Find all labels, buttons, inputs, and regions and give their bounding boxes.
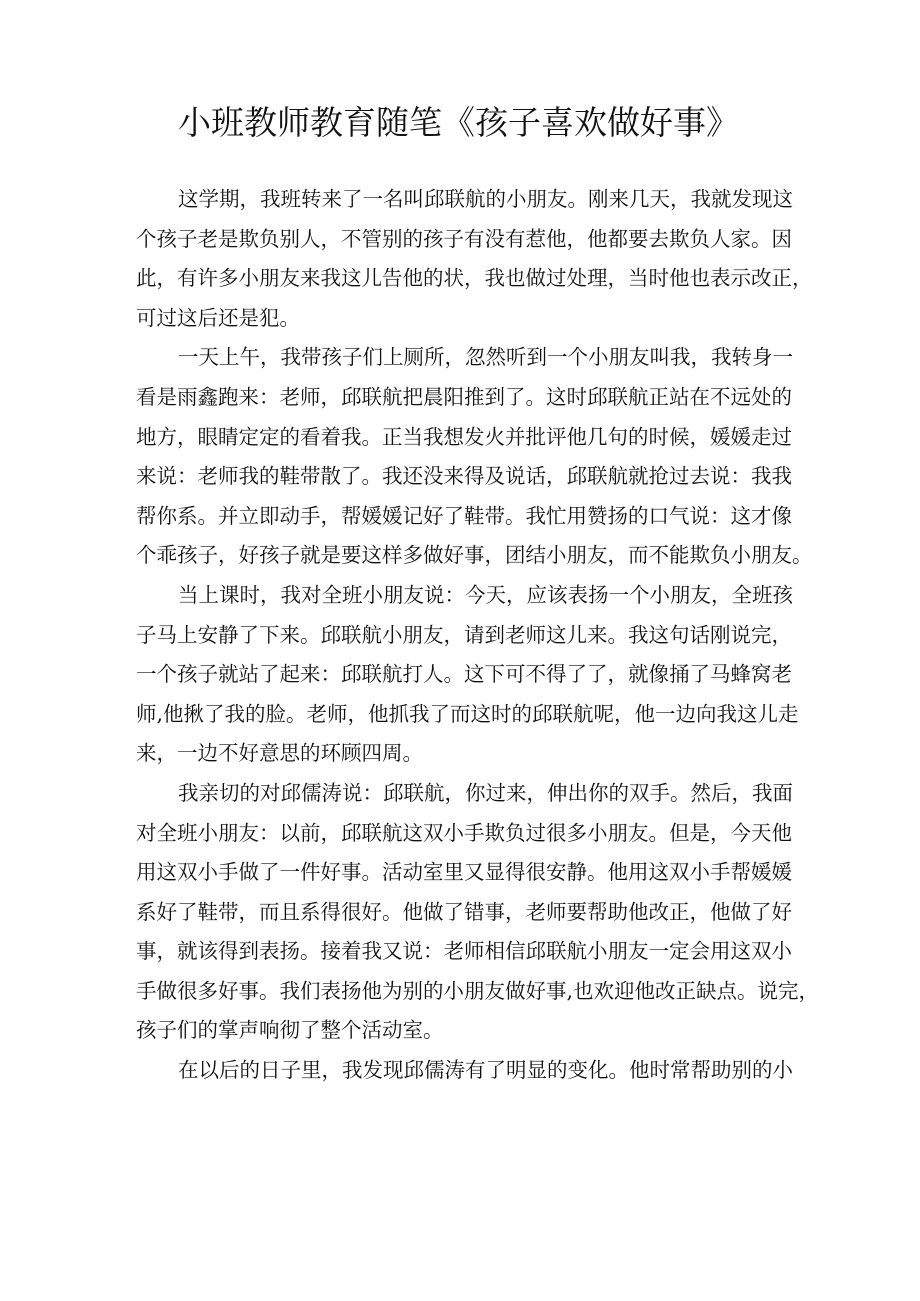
document-body xyxy=(136,180,820,1091)
paragraph-3 xyxy=(136,576,799,774)
document-title: 小班教师教育随笔《孩子喜欢做好事》 xyxy=(178,103,739,142)
paragraph-line: 此，有许多小朋友来我这儿告他的状，我也做过处理，当时他也表示改正， xyxy=(136,266,813,291)
paragraph-line: 子马上安静了下来。邱联航小朋友，请到老师这儿来。我这句话刚说完， xyxy=(136,622,792,647)
paragraph-line: 地方，眼睛定定的看着我。正当我想发火并批评他几句的时候，媛媛走过 xyxy=(136,424,792,449)
paragraph-line: 事，就该得到表扬。接着我又说：老师相信邱联航小朋友一定会用这双小 xyxy=(136,939,792,964)
paragraph-line: 来说：老师我的鞋带散了。我还没来得及说话，邱联航就抢过去说：我我 xyxy=(136,464,792,489)
paragraph-line: 手做很多好事。我们表扬他为别的小朋友做好事,也欢迎他改正缺点。说完， xyxy=(136,978,820,1003)
paragraph-2 xyxy=(136,338,813,576)
paragraph-line: 这学期，我班转来了一名叫邱联航的小朋友。刚来几天，我就发现这 xyxy=(178,187,793,211)
paragraph-line: 帮你系。并立即动手，帮媛媛记好了鞋带。我忙用赞扬的口气说：这才像 xyxy=(136,503,792,528)
paragraph-line: 对全班小朋友：以前，邱联航这双小手欺负过很多小朋友。但是，今天他 xyxy=(136,820,792,845)
paragraph-line: 一个孩子就站了起来：邱联航打人。这下可不得了了，就像捅了马蜂窝老 xyxy=(136,662,792,687)
paragraph-line: 一天上午，我带孩子们上厕所，忽然听到一个小朋友叫我，我转身一 xyxy=(178,345,793,370)
paragraph-line: 系好了鞋带，而且系得很好。他做了错事，老师要帮助他改正，他做了好 xyxy=(136,899,792,924)
paragraph-1 xyxy=(136,180,813,338)
paragraph-line: 来，一边不好意思的环顾四周。 xyxy=(136,741,423,766)
paragraph-line: 个孩子老是欺负别人，不管别的孩子有没有惹他，他都要去欺负人家。因 xyxy=(136,226,792,251)
paragraph-line: 在以后的日子里，我发现邱儒涛有了明显的变化。他时常帮助别的小 xyxy=(178,1058,793,1083)
paragraph-line: 我亲切的对邱儒涛说：邱联航，你过来，伸出你的双手。然后，我面 xyxy=(178,780,793,805)
paragraph-4 xyxy=(136,774,820,1051)
paragraph-line: 看是雨鑫跑来：老师，邱联航把晨阳推到了。这时邱联航正站在不远处的 xyxy=(136,384,792,409)
paragraph-line: 师,他揪了我的脸。老师，他抓我了而这时的邱联航呢，他一边向我这儿走 xyxy=(136,701,799,726)
paragraph-line: 可过这后还是犯。 xyxy=(136,305,300,330)
paragraph-5 xyxy=(136,1051,796,1091)
paragraph-line: 用这双小手做了一件好事。活动室里又显得很安静。他用这双小手帮媛媛 xyxy=(136,860,792,885)
paragraph-line: 当上课时，我对全班小朋友说：今天，应该表扬一个小朋友，全班孩 xyxy=(178,582,793,607)
paragraph-line: 个乖孩子，好孩子就是要这样多做好事，团结小朋友，而不能欺负小朋友。 xyxy=(136,543,813,568)
paragraph-line: 孩子们的掌声响彻了整个活动室。 xyxy=(136,1018,444,1043)
